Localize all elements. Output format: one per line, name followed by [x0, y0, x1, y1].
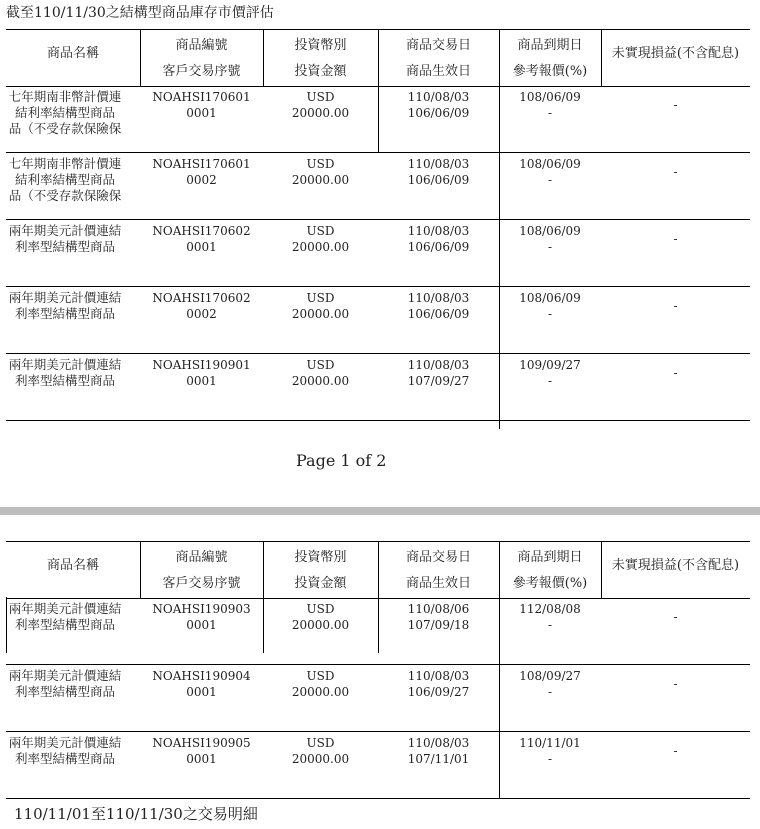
cell-effective: 106/06/09 [407, 173, 470, 187]
cell-amount: 20000.00 [291, 307, 350, 321]
holdings-table-page1 [6, 29, 750, 429]
cell-seq: 0001 [186, 374, 217, 388]
header-client-seq: 客戶交易序號 [162, 576, 241, 591]
cell-trade: 110/08/06 [407, 602, 470, 616]
cell-amount: 20000.00 [291, 685, 350, 699]
header-maturity-date: 商品到期日 [517, 550, 583, 565]
cell-effective: 106/06/09 [407, 240, 470, 254]
header-product-code: 商品編號 [175, 38, 228, 53]
cell-code: NOAHSI190905 [152, 736, 251, 750]
cell-currency: USD [306, 669, 335, 683]
header-product-name: 商品名稱 [46, 46, 99, 61]
cell-unrealized: - [673, 744, 678, 758]
cell-name1: 七年期南非幣計價連 [8, 156, 122, 171]
cell-unrealized: - [673, 165, 678, 179]
cell-ref: - [547, 752, 553, 766]
cell-amount: 20000.00 [291, 752, 350, 766]
table-row [6, 731, 750, 799]
cell-trade: 110/08/03 [407, 736, 470, 750]
table-row [6, 219, 750, 287]
cell-currency: USD [306, 602, 335, 616]
header-client-seq: 客戶交易序號 [162, 64, 241, 79]
table-header [6, 29, 750, 87]
cell-currency: USD [306, 224, 335, 238]
header-ref-price: 參考報價(%) [512, 64, 588, 79]
cell-currency: USD [306, 90, 335, 104]
cell-name1: 兩年期美元計價連結 [8, 357, 122, 372]
cell-name1: 兩年期美元計價連結 [8, 668, 122, 683]
header-unrealized: 未實現損益(不含配息) [611, 46, 740, 61]
cell-trade: 110/08/03 [407, 157, 470, 171]
cell-effective: 107/11/01 [407, 752, 470, 766]
page-label: Page 1 of 2 [296, 451, 387, 470]
cell-trade: 110/08/03 [407, 669, 470, 683]
cell-ref: - [547, 106, 553, 120]
cell-maturity: 112/08/08 [519, 602, 581, 616]
cell-currency: USD [306, 358, 335, 372]
cell-unrealized: - [673, 677, 678, 691]
header-trade-date: 商品交易日 [405, 550, 471, 565]
cell-name1: 兩年期美元計價連結 [8, 290, 122, 305]
cell-currency: USD [306, 291, 335, 305]
cell-name2: 結利率結構型商品 [14, 105, 115, 120]
cell-effective: 106/06/09 [407, 307, 470, 321]
cell-maturity: 108/06/09 [519, 90, 581, 104]
cell-seq: 0001 [186, 106, 217, 120]
cell-amount: 20000.00 [291, 618, 350, 632]
cell-code: NOAHSI170601 [152, 157, 251, 171]
cell-amount: 20000.00 [291, 173, 350, 187]
cell-effective: 107/09/27 [407, 374, 470, 388]
cell-code: NOAHSI170602 [152, 224, 251, 238]
cell-ref: - [547, 307, 553, 321]
header-currency: 投資幣別 [294, 550, 347, 565]
cell-code: NOAHSI190904 [152, 669, 251, 683]
cell-name2: 利率型結構型商品 [14, 751, 115, 766]
cell-code: NOAHSI190903 [152, 602, 251, 616]
cell-name3: 品（不受存款保險保 [8, 188, 122, 203]
header-effective-date: 商品生效日 [405, 64, 471, 79]
cell-trade: 110/08/03 [407, 90, 470, 104]
cell-name2: 利率型結構型商品 [14, 306, 115, 321]
cell-ref: - [547, 374, 553, 388]
cell-seq: 0002 [186, 173, 217, 187]
cell-unrealized: - [673, 610, 678, 624]
cell-code: NOAHSI170601 [152, 90, 251, 104]
cell-seq: 0001 [186, 240, 217, 254]
cell-ref: - [547, 173, 553, 187]
header-amount: 投資金額 [294, 576, 347, 591]
cell-name2: 結利率結構型商品 [14, 172, 115, 187]
cell-code: NOAHSI190901 [152, 358, 251, 372]
cell-trade: 110/08/03 [407, 224, 470, 238]
cell-name2: 利率型結構型商品 [14, 684, 115, 699]
cell-name1: 七年期南非幣計價連 [8, 89, 122, 104]
table-row [6, 85, 750, 153]
cell-name1: 兩年期美元計價連結 [8, 601, 122, 616]
cell-trade: 110/08/03 [407, 291, 470, 305]
cell-amount: 20000.00 [291, 240, 350, 254]
cell-amount: 20000.00 [291, 374, 350, 388]
header-product-code: 商品編號 [175, 550, 228, 565]
cell-effective: 106/09/27 [407, 685, 470, 699]
cell-name1: 兩年期美元計價連結 [8, 735, 122, 750]
transaction-detail-heading: 110/11/01至110/11/30之交易明細 [14, 805, 258, 823]
cell-maturity: 108/06/09 [519, 157, 581, 171]
table-row [6, 286, 750, 354]
cell-currency: USD [306, 157, 335, 171]
page-divider [0, 507, 760, 515]
cell-unrealized: - [673, 299, 678, 313]
cell-name2: 利率型結構型商品 [14, 373, 115, 388]
cell-maturity: 108/06/09 [519, 224, 581, 238]
cell-trade: 110/08/03 [407, 358, 470, 372]
header-effective-date: 商品生效日 [405, 576, 471, 591]
cell-ref: - [547, 240, 553, 254]
header-unrealized: 未實現損益(不含配息) [611, 558, 740, 573]
cell-seq: 0001 [186, 685, 217, 699]
cell-unrealized: - [673, 366, 678, 380]
cell-name2: 利率型結構型商品 [14, 617, 115, 632]
cell-maturity: 108/09/27 [519, 669, 581, 683]
header-product-name: 商品名稱 [46, 558, 99, 573]
cell-ref: - [547, 685, 553, 699]
cell-seq: 0002 [186, 307, 217, 321]
cell-maturity: 110/11/01 [519, 736, 581, 750]
cell-code: NOAHSI170602 [152, 291, 251, 305]
cell-currency: USD [306, 736, 335, 750]
table-row [6, 597, 750, 665]
cell-maturity: 108/06/09 [519, 291, 581, 305]
cell-seq: 0001 [186, 752, 217, 766]
cell-amount: 20000.00 [291, 106, 350, 120]
cell-effective: 106/06/09 [407, 106, 470, 120]
header-ref-price: 參考報價(%) [512, 576, 588, 591]
header-currency: 投資幣別 [294, 38, 347, 53]
header-trade-date: 商品交易日 [405, 38, 471, 53]
holdings-table-page2 [6, 541, 750, 791]
page-title: 截至110/11/30之結構型商品庫存市價評估 [6, 5, 274, 21]
cell-ref: - [547, 618, 553, 632]
cell-name2: 利率型結構型商品 [14, 239, 115, 254]
cell-unrealized: - [673, 98, 678, 112]
table-row [6, 664, 750, 732]
cell-effective: 107/09/18 [407, 618, 470, 632]
table-header [6, 541, 750, 599]
cell-maturity: 109/09/27 [519, 358, 581, 372]
header-amount: 投資金額 [294, 64, 347, 79]
cell-name3: 品（不受存款保險保 [8, 121, 122, 136]
cell-name1: 兩年期美元計價連結 [8, 223, 122, 238]
table-row [6, 152, 750, 220]
cell-unrealized: - [673, 232, 678, 246]
table-row [6, 353, 750, 421]
cell-seq: 0001 [186, 618, 217, 632]
header-maturity-date: 商品到期日 [517, 38, 583, 53]
